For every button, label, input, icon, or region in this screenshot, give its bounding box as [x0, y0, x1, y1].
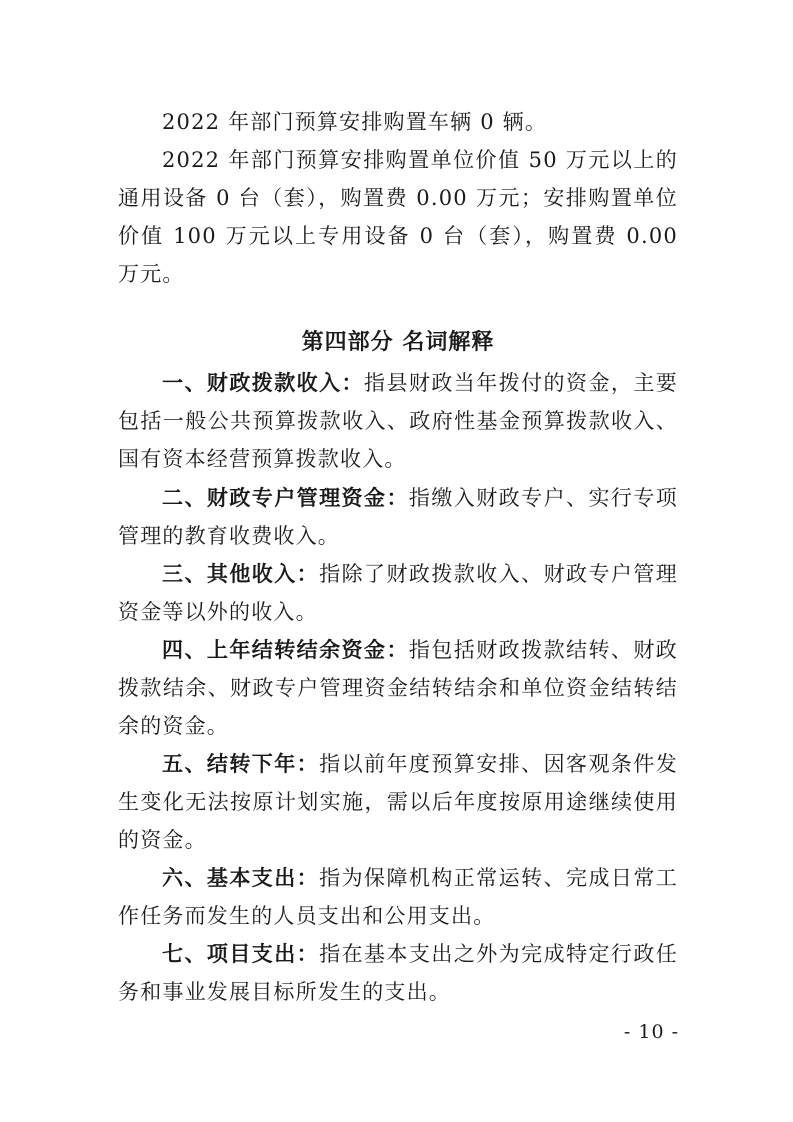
definition-paragraph [118, 555, 678, 631]
definition-term: 六、基本支出： [162, 866, 320, 890]
definition-text: 指除了财政拨款收入、财政专户管理资金等以外的收入。 [118, 562, 678, 624]
section-title: 第四部分 名词解释 [301, 330, 495, 355]
definition-paragraph [118, 745, 678, 859]
definition-paragraph [118, 859, 678, 935]
definition-paragraph [118, 631, 678, 745]
definition-text: 指缴入财政专户、实行专项管理的教育收费收入。 [118, 486, 679, 548]
definition-text: 指为保障机构正常运转、完成日常工作任务而发生的人员支出和公用支出。 [118, 866, 678, 928]
definition-text: 指以前年度预算安排、因客观条件发生变化无法按原计划实施，需以后年度按原用途继续使用的资金。 [118, 752, 678, 852]
definition-text: 指包括财政拨款结转、财政拨款结余、财政专户管理资金结转结余和单位资金结转结余的资金。 [118, 638, 679, 738]
definition-text: 指县财政当年拨付的资金，主要包括一般公共预算拨款收入、政府性基金预算拨款收入、国有资本经营预算拨款收入。 [118, 371, 678, 471]
intro-equipment-paragraph: 2022 年部门预算安排购置单位价值 50 万元以上的通用设备 0 台（套），购置费 0.00 万元；安排购置单位价值 100 万元以上专用设备 0 台（套），购置费 0.00 万元。 [118, 148, 678, 286]
definition-term: 一、财政拨款收入： [162, 371, 364, 395]
definition-term: 五、结转下年： [162, 752, 320, 776]
definition-text: 指在基本支出之外为完成特定行政任务和事业发展目标所发生的支出。 [118, 942, 678, 1004]
definition-term: 四、上年结转结余资金： [162, 638, 409, 662]
definition-paragraph [118, 479, 678, 555]
definition-paragraph [118, 935, 678, 1011]
page-number: - 10 - [623, 1021, 679, 1043]
definition-term: 三、其他收入： [162, 562, 320, 586]
definition-term: 二、财政专户管理资金： [162, 486, 409, 510]
definition-paragraph [118, 364, 678, 478]
definition-term: 七、项目支出： [162, 942, 320, 966]
intro-vehicles-paragraph: 2022 年部门预算安排购置车辆 0 辆。 [162, 110, 548, 134]
